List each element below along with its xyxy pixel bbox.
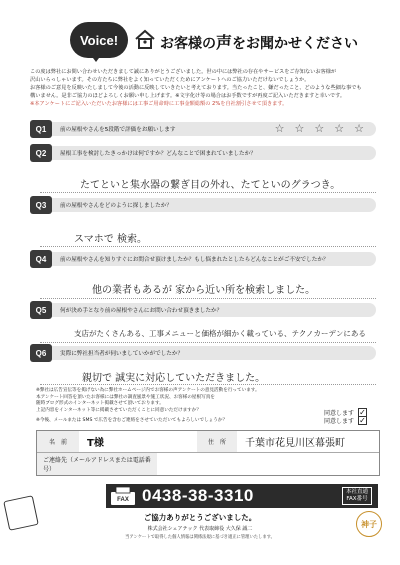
question-header xyxy=(36,198,376,212)
name-value[interactable]: T様 xyxy=(87,438,104,449)
footer xyxy=(40,512,360,540)
question-text: 前の屋根やさんを知りすぐにお問合せ頂けましたか？もし悩まれたとしたらどんなことがご不安でしたか？ xyxy=(60,257,329,263)
voice-badge-tail xyxy=(90,54,102,62)
star-icon[interactable]: ☆ xyxy=(334,122,345,135)
answer-line xyxy=(40,384,376,385)
answer-q6[interactable]: 親切で 誠実に対応していただきました。 xyxy=(82,373,266,384)
survey-header xyxy=(70,22,359,62)
fax-bar xyxy=(106,484,378,508)
info-row-contact xyxy=(37,453,379,475)
answer-q4[interactable]: 他の業者もあるが 家から近い所を検索しました。 xyxy=(92,285,316,296)
question-number: Q1 xyxy=(30,120,52,138)
question-number: Q5 xyxy=(30,301,52,319)
answer-line xyxy=(40,298,376,299)
consent-agree-sms[interactable] xyxy=(324,416,367,425)
consent-agree-label: 同意します xyxy=(324,410,355,417)
memo-icon xyxy=(6,498,36,528)
contact-value[interactable] xyxy=(157,453,379,475)
question-number: Q3 xyxy=(30,196,52,214)
intro-line: 構いません。是非ご協力のほどよろしくお願い申し上げます。※文字化け等の場合はお手数ですが再度ご記入いただきますと幸いです。 xyxy=(30,93,346,99)
fax-tag-line: FAX番号 xyxy=(346,496,368,502)
consent-agree-label: 同意します xyxy=(324,418,355,425)
question-q1 xyxy=(36,122,376,136)
question-number: Q4 xyxy=(30,250,52,268)
question-q2 xyxy=(36,146,376,160)
question-header xyxy=(36,122,376,136)
answer-line xyxy=(40,192,376,193)
question-header xyxy=(36,146,376,160)
consent-text: ※弊社は広告宣伝等を掲げない為に弊社ホームページ内でお客様の声アンケートの意見活動を行っています。 xyxy=(36,388,260,393)
consent-text: 本アンケート回答を頂いたお客様には弊社の調査風景や施工状況、お客様の屋根写真を xyxy=(36,394,215,400)
question-header xyxy=(36,252,376,266)
answer-line xyxy=(40,246,376,247)
question-header xyxy=(36,346,376,360)
customer-info-table xyxy=(36,430,380,476)
answer-q2[interactable]: たてといと集水器の繋ぎ目の外れ、たてといのグラつき。 xyxy=(80,180,341,191)
svg-text:FAX: FAX xyxy=(117,497,129,503)
house-icon xyxy=(134,28,156,50)
consent-checkbox[interactable] xyxy=(358,416,367,425)
address-label: 住 所 xyxy=(197,431,237,452)
intro-line: 沢山いらっしゃいます。その方たちに弊社をよく知っていただくためにアンケートへのご協力いただけないでしょうか。 xyxy=(30,77,310,83)
thanks-text: ご協力ありがとうございました。 xyxy=(143,513,257,522)
contact-label: ご連絡先（メールアドレスまたは電話番号） xyxy=(37,453,157,475)
star-icon[interactable]: ☆ xyxy=(314,122,325,135)
seal-stamp: 神子 xyxy=(356,511,382,537)
star-icon[interactable]: ☆ xyxy=(294,122,305,135)
company-text: 株式会社シェアテック 代表取締役 大久保 誠二 xyxy=(147,526,253,532)
fax-tag xyxy=(342,487,372,505)
question-header xyxy=(36,303,376,317)
consent-text: ※今後、メールまたは SMS で広告を含むご連絡をさせていただいてもよろしいでしょうか？ xyxy=(36,418,228,423)
fax-tag-line: 本社直通 xyxy=(345,489,368,495)
privacy-note: 当アンケートで取得した個人情報は関係法規に基づき適正に管理いたします。 xyxy=(125,535,275,540)
question-text: 屋根工事を検討したきっかけは何ですか？どんなことで困まれていましたか？ xyxy=(60,151,256,157)
survey-title: お客様の声をお聞かせください xyxy=(160,33,359,52)
star-icon[interactable]: ☆ xyxy=(274,122,285,135)
intro-line: お客様のご意見を反映いたしまして今後の活動に反映していきたいと考えております。当たったこと、嫌だったこと、どのような些細な事でも xyxy=(30,85,362,91)
fax-machine-icon xyxy=(110,486,136,506)
answer-line xyxy=(40,342,376,343)
question-q5 xyxy=(36,303,376,317)
question-text: 前の屋根やさんをどのように探しましたか？ xyxy=(60,203,172,209)
check-mark-icon: ✓ xyxy=(359,415,366,425)
question-number: Q6 xyxy=(30,344,52,362)
name-label: 名 前 xyxy=(37,431,79,452)
info-row-name-address xyxy=(37,431,379,453)
consent-text: 随時ブログ形式のインターネット掲載させて頂いております。 xyxy=(36,401,164,406)
address-value[interactable]: 千葉市花見川区幕張町 xyxy=(245,438,345,449)
question-q4 xyxy=(36,252,376,266)
question-text: 実際に弊社担当者が伺いましていかがでしたか？ xyxy=(60,351,184,357)
question-q6 xyxy=(36,346,376,360)
question-q3 xyxy=(36,198,376,212)
answer-q3[interactable]: スマホで 検索。 xyxy=(74,234,147,245)
answer-q5[interactable]: 支店がたくさんある、工事メニューと価格が細かく載っている、テクノカーデンにある xyxy=(74,329,366,338)
discount-notice: ※本アンケートにご記入いただいたお客様には工事ご用命時に工事金額総額の 2%を自社割引させて頂きます。 xyxy=(30,101,288,107)
rating-stars[interactable] xyxy=(275,122,364,136)
fax-number[interactable]: 0438-38-3310 xyxy=(142,486,254,505)
star-icon[interactable]: ☆ xyxy=(354,122,364,135)
intro-text xyxy=(30,68,378,108)
question-number: Q2 xyxy=(30,144,52,162)
voice-badge: Voice! xyxy=(70,22,128,58)
check-mark-icon: ✓ xyxy=(359,407,366,417)
consent-text: 上記内容をインターネット等に掲載させていただくことに同意いただけますか？ xyxy=(36,407,201,413)
intro-line: この度は弊社にお問い合わせいただきまして誠にありがとうございました。世の中には弊社の存在やサービスをご存知ないお客様が xyxy=(30,69,337,75)
question-text: 前の屋根やさんを5段階で評価をお願いします xyxy=(60,127,176,133)
question-text: 何が決め手となり前の屋根やさんにお問い合わせ頂きましたか？ xyxy=(60,308,223,314)
